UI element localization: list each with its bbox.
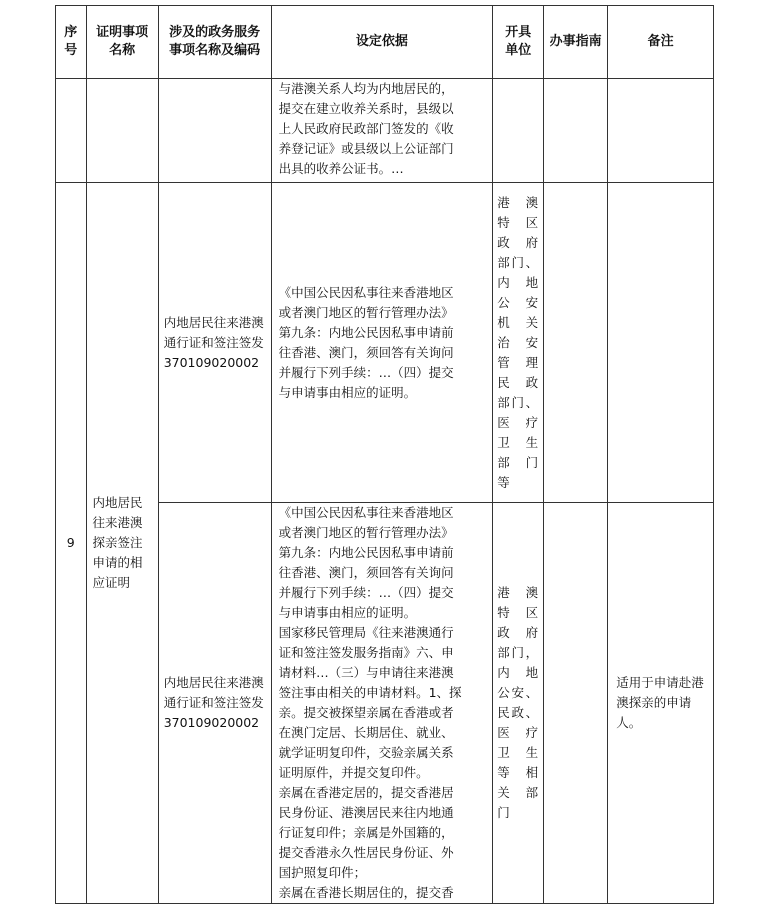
sub1-issuer-line: 公 安 bbox=[497, 294, 539, 310]
sub2-service-code: 370109020002 bbox=[163, 715, 260, 730]
sub2-remarks-cell bbox=[608, 503, 714, 904]
sub1-issuer-line: 治 安 bbox=[497, 334, 539, 350]
sub2-basis-text: 《中国公民因私事往来香港地区 或者澳门地区的暂行管理办法》 第九条：内地公民因私事申请前 往香港、澳门，须回答有关询问 并履行下列手续：…（四）提交 与申请事由相应的证明。 国家移民管理局《往来港澳通行 证和签注签发服务指南》六、申 请材料…（三）与申请往来港澳 签注事由相关的申请材料。1、探 亲。提交被探望亲属在香港或者 在澳门定居、长期居住、就业、 就学证明复印件，交验亲属关系 证明原件，并提交复印件。 亲属在香港定居的，提交香港居 民身份证、港澳居民来往内地通 行证复印件；亲属是外国籍的， 提交香港永久性居民身份证、外 国护照复印件； 亲属在香港长期居住的，提交香 bbox=[278, 505, 462, 900]
sub1-issuer-line: 机 关 bbox=[497, 314, 539, 330]
continuation-row bbox=[56, 79, 714, 183]
header-guide: 办事指南 bbox=[544, 6, 608, 79]
sub1-issuer-line: 部门、 bbox=[497, 394, 539, 410]
sub2-service-cell bbox=[158, 503, 271, 904]
sub2-issuer-line: 部门， bbox=[497, 645, 539, 660]
row9-item-name: 内地居民往来港澳探亲签注申请的相应证明 bbox=[92, 495, 143, 590]
sub2-issuer-line: 关 部 bbox=[497, 785, 539, 800]
sub1-service-cell bbox=[158, 183, 271, 503]
sub1-issuer-line: 港 澳 bbox=[497, 194, 539, 210]
sub1-guide-cell bbox=[544, 183, 608, 503]
header-row bbox=[56, 6, 714, 79]
sub2-issuer-line: 门 bbox=[497, 805, 510, 820]
sub2-issuer-line: 政 府 bbox=[497, 625, 539, 640]
sub2-issuer-line: 特 区 bbox=[497, 605, 539, 620]
sub2-issuer-line: 港 澳 bbox=[497, 585, 539, 600]
sub1-issuer-line: 部 门 bbox=[497, 454, 539, 470]
sub2-guide-cell bbox=[544, 503, 608, 904]
header-remarks: 备注 bbox=[608, 6, 714, 79]
sub1-issuer-line: 内 地 bbox=[497, 274, 539, 290]
sub1-issuer-line: 政 府 bbox=[497, 234, 539, 250]
cont-remarks-cell bbox=[608, 79, 714, 183]
sub1-issuer-cell bbox=[493, 183, 544, 503]
sub1-service-name: 内地居民往来港澳通行证和签注签发 bbox=[163, 314, 264, 350]
sub1-issuer-line: 卫 生 bbox=[497, 434, 539, 450]
cont-basis-text: 与港澳关系人均为内地居民的， 提交在建立收养关系时，县级以 上人民政府民政部门签发的《收 养登记证》或县级以上公证部门 出具的收养公证书。… bbox=[278, 81, 454, 176]
sub2-issuer-line: 卫 生 bbox=[497, 745, 539, 760]
header-service: 涉及的政务服务事项名称及编码 bbox=[158, 6, 271, 79]
sub2-issuer-line: 公安、 bbox=[497, 685, 539, 700]
cont-service-cell bbox=[158, 79, 271, 183]
sub2-issuer-line: 等 相 bbox=[497, 765, 539, 780]
cont-basis-cell bbox=[271, 79, 493, 183]
sub1-remarks-cell bbox=[608, 183, 714, 503]
cont-issuer-cell bbox=[493, 79, 544, 183]
sub2-issuer-line: 内 地 bbox=[497, 665, 539, 680]
row-9-sub-1 bbox=[56, 183, 714, 503]
sub2-service-name: 内地居民往来港澳通行证和签注签发 bbox=[163, 675, 264, 710]
row9-seq-cell bbox=[56, 183, 87, 904]
sub1-issuer-line: 医 疗 bbox=[497, 414, 539, 430]
header-basis: 设定依据 bbox=[271, 6, 493, 79]
sub2-issuer-cell bbox=[493, 503, 544, 904]
sub1-basis-text: 《中国公民因私事往来香港地区 或者澳门地区的暂行管理办法》 第九条：内地公民因私事申请前 往香港、澳门，须回答有关询问 并履行下列手续：…（四）提交 与申请事由相应的证明。 bbox=[278, 284, 454, 400]
cont-item-cell bbox=[86, 79, 158, 183]
sub1-issuer-line: 等 bbox=[497, 474, 510, 490]
sub1-service-code: 370109020002 bbox=[163, 354, 260, 370]
header-issuer: 开具单位 bbox=[493, 6, 544, 79]
row9-seq: 9 bbox=[66, 535, 75, 550]
row9-item-name-cell bbox=[86, 183, 158, 904]
sub2-issuer-line: 医 疗 bbox=[497, 725, 539, 740]
header-seq: 序号 bbox=[56, 6, 87, 79]
cont-guide-cell bbox=[544, 79, 608, 183]
sub1-issuer-line: 管 理 bbox=[497, 354, 539, 370]
sub1-basis-cell bbox=[271, 183, 493, 503]
certification-items-table bbox=[55, 5, 714, 904]
sub1-issuer-line: 部门、 bbox=[497, 254, 539, 270]
sub2-basis-cell bbox=[271, 503, 493, 904]
sub2-remarks: 适用于申请赴港澳探亲的申请人。 bbox=[616, 675, 704, 730]
header-item-name: 证明事项名称 bbox=[86, 6, 158, 79]
sub2-issuer-line: 民政、 bbox=[497, 705, 539, 720]
sub1-issuer-line: 民 政 bbox=[497, 374, 539, 390]
cont-seq-cell bbox=[56, 79, 87, 183]
sub1-issuer-line: 特 区 bbox=[497, 214, 539, 230]
